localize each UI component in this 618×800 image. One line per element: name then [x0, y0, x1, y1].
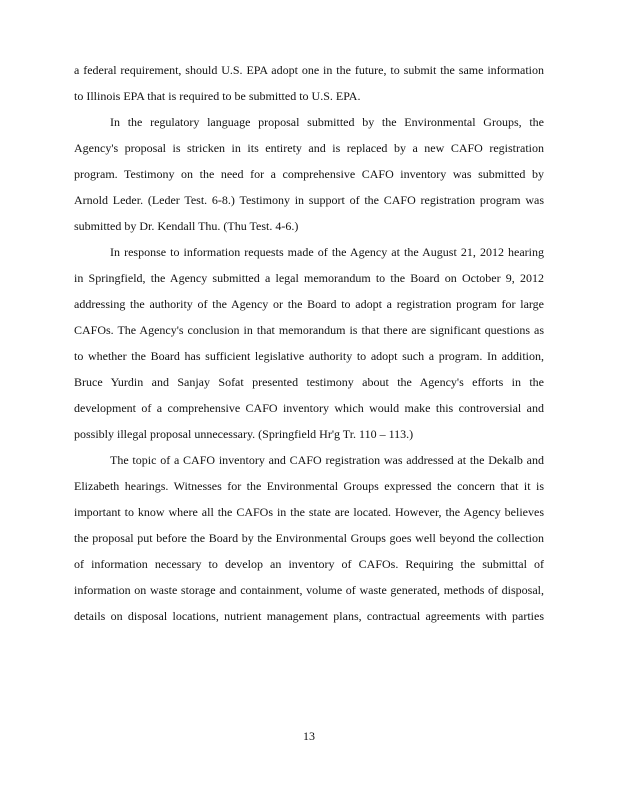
text-line: Bruce Yurdin and Sanjay Sofat presented testimony about the Agency's efforts in the [74, 375, 544, 389]
paragraph-start-line: The topic of a CAFO inventory and CAFO registration was addressed at the Dekalb and [110, 453, 544, 467]
text-line: CAFOs. The Agency's conclusion in that memorandum is that there are significant questions as [74, 323, 544, 337]
text-line: a federal requirement, should U.S. EPA adopt one in the future, to submit the same information [74, 63, 544, 77]
text-line: Arnold Leder. (Leder Test. 6-8.) Testimony in support of the CAFO registration program was [74, 193, 544, 207]
text-line: possibly illegal proposal unnecessary. (Springfield Hr'g Tr. 110 – 113.) [74, 427, 414, 441]
text-line: Elizabeth hearings. Witnesses for the Environmental Groups expressed the concern that it is [74, 479, 544, 493]
text-line: of information necessary to develop an inventory of CAFOs. Requiring the submittal of [74, 557, 544, 571]
text-line: important to know where all the CAFOs in the state are located. However, the Agency believes [74, 505, 544, 519]
paragraph-start-line: In the regulatory language proposal submitted by the Environmental Groups, the [110, 115, 544, 129]
text-line: Agency's proposal is stricken in its entirety and is replaced by a new CAFO registration [74, 141, 544, 155]
text-line: development of a comprehensive CAFO inventory which would make this controversial and [74, 401, 544, 415]
text-line: information on waste storage and containment, volume of waste generated, methods of disposal, [74, 583, 544, 597]
text-line: the proposal put before the Board by the Environmental Groups goes well beyond the collection [74, 531, 544, 545]
page-number: 13 [303, 729, 315, 743]
body-text [74, 62, 544, 634]
text-line: to whether the Board has sufficient legislative authority to adopt such a program. In addition, [74, 349, 544, 363]
paragraph-start-line: In response to information requests made of the Agency at the August 21, 2012 hearing [110, 245, 544, 259]
text-line: program. Testimony on the need for a comprehensive CAFO inventory was submitted by [74, 167, 544, 181]
text-line: in Springfield, the Agency submitted a legal memorandum to the Board on October 9, 2012 [74, 271, 544, 285]
text-line: details on disposal locations, nutrient management plans, contractual agreements with parties [74, 609, 544, 623]
text-line: addressing the authority of the Agency or the Board to adopt a registration program for large [74, 297, 544, 311]
text-line: submitted by Dr. Kendall Thu. (Thu Test. 4-6.) [74, 219, 299, 233]
text-line: to Illinois EPA that is required to be submitted to U.S. EPA. [74, 89, 361, 103]
